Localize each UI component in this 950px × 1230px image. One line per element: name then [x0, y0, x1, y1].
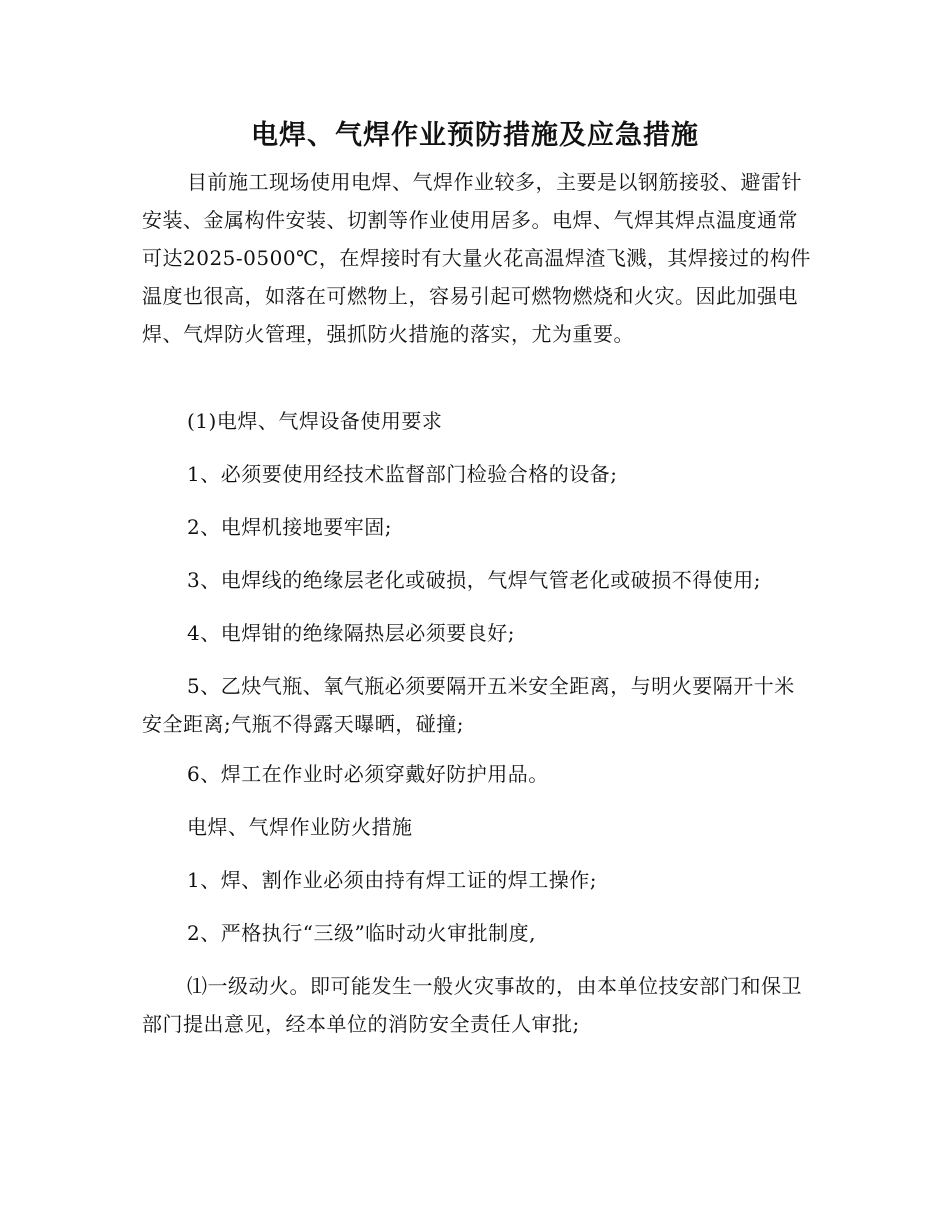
- section1-item-6: 6、焊工在作业时必须穿戴好防护用品。: [187, 762, 549, 786]
- section1-item-4: 4、电焊钳的绝缘隔热层必须要良好;: [187, 621, 515, 645]
- section1-heading: (1)电焊、气焊设备使用要求: [187, 409, 443, 433]
- section1-item-3: 3、电焊线的绝缘层老化或破损，气焊气管老化或破损不得使用;: [187, 568, 761, 592]
- document-title: 电焊、气焊作业预防措施及应急措施: [251, 120, 699, 151]
- section1-item-1: 1、必须要使用经技术监督部门检验合格的设备;: [187, 462, 618, 486]
- intro-paragraph: 目前施工现场使用电焊、气焊作业较多，主要是以钢筋接驳、避雷针安装、金属构件安装、切割等作业使用居多。电焊、气焊其焊点温度通常可达2025-0500℃，在焊接时有大量火花高温焊渣飞溅，其焊接过的构件温度也很高，如落在可燃物上，容易引起可燃物燃烧和火灾。因此加强电焊、气焊防火管理，强抓防火措施的落实，尤为重要。: [142, 170, 811, 346]
- section1-item-2: 2、电焊机接地要牢固;: [187, 515, 392, 539]
- section2-heading: 电焊、气焊作业防火措施: [187, 815, 413, 839]
- section2-item-1: 1、焊、割作业必须由持有焊工证的焊工操作;: [187, 868, 597, 892]
- section2-item-2: 2、严格执行“三级”临时动火审批制度,: [187, 921, 537, 945]
- section1-item-5: 5、乙炔气瓶、氧气瓶必须要隔开五米安全距离，与明火要隔开十米安全距离;气瓶不得露天曝晒，碰撞;: [142, 674, 795, 736]
- section2-item-3: ⑴一级动火。即可能发生一般火灾事故的，由本单位技安部门和保卫部门提出意见，经本单位的消防安全责任人审批;: [142, 974, 802, 1036]
